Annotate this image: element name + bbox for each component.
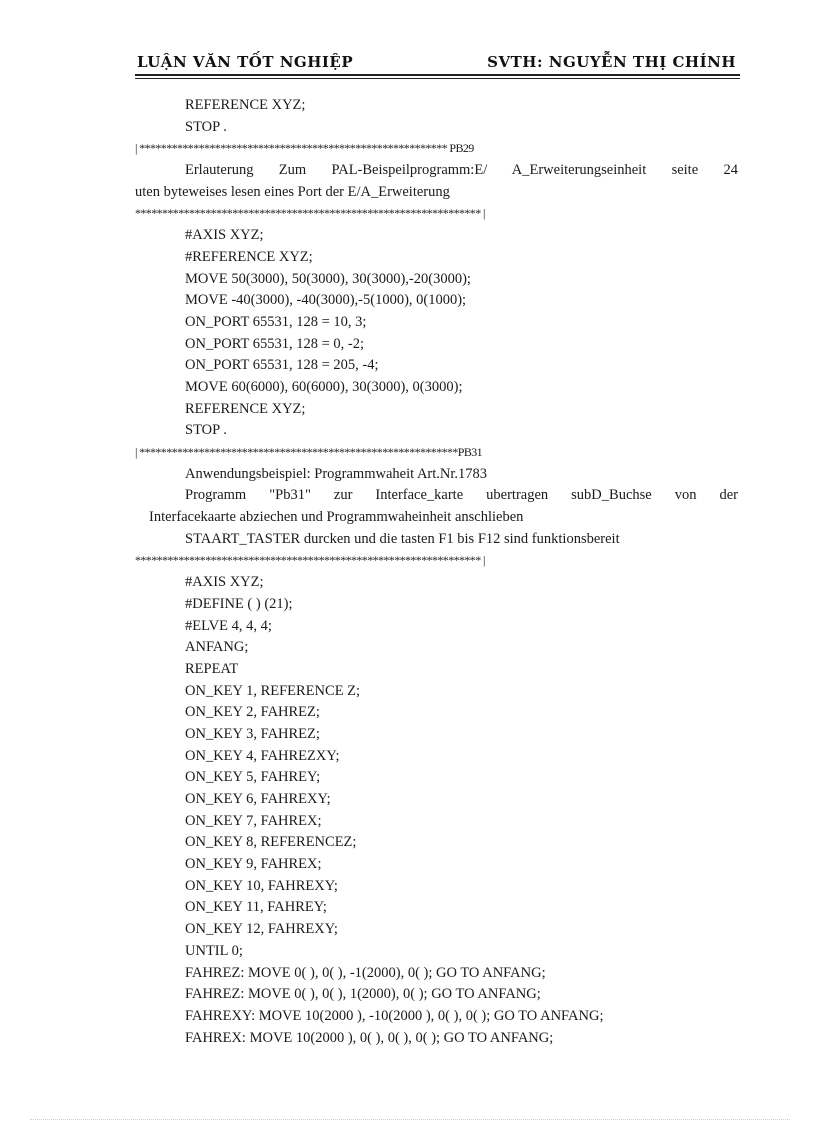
code-line: ON_KEY 2, FAHREZ;	[185, 704, 320, 721]
code-line: REFERENCE XYZ;	[185, 400, 306, 417]
code-line: ON_PORT 65531, 128 = 10, 3;	[185, 313, 367, 330]
code-line: REFERENCE XYZ;	[185, 97, 306, 113]
code-line: STOP .	[185, 118, 227, 135]
code-line: ON_KEY 5, FAHREY;	[185, 769, 321, 786]
header-student-name: SVTH: NGUYỄN THỊ CHÍNH	[487, 53, 736, 71]
code-line: FAHREXY: MOVE 10(2000 ), -10(2000 ), 0( ), 0( ); GO TO ANFANG;	[185, 1007, 604, 1024]
comment-line: Programm "Pb31" zur Interface_karte ubertragen subD_Buchse von der	[185, 487, 738, 504]
code-line: MOVE -40(3000), -40(3000),-5(1000), 0(1000);	[185, 292, 467, 309]
comment-line: uten byteweises lesen eines Port der E/A_Erweiterung	[135, 183, 450, 200]
code-line: MOVE 50(3000), 50(3000), 30(3000),-20(3000);	[185, 270, 471, 287]
code-line: ON_KEY 8, REFERENCEZ;	[185, 834, 357, 851]
comment-line: STAART_TASTER durcken und die tasten F1 bis F12 sind funktionsbereit	[185, 530, 620, 547]
code-line: UNTIL 0;	[185, 942, 243, 959]
comment-line: Erlauterung Zum PAL-Beispeilprogramm:E/ A_Erweiterungseinheit seite 24	[185, 162, 738, 179]
code-line: FAHREZ: MOVE 0( ), 0( ), -1(2000), 0( ); GO TO ANFANG;	[185, 964, 546, 981]
separator-line: | ********************************************************* PB29	[135, 141, 474, 156]
comment-line: Interfacekaarte abziechen und Programmwaheinheit anschlieben	[149, 509, 524, 526]
code-line: ON_KEY 3, FAHREZ;	[185, 725, 320, 742]
code-line: ON_KEY 10, FAHREXY;	[185, 877, 338, 894]
header-rule-thin	[135, 78, 740, 79]
code-line: REPEAT	[185, 660, 239, 677]
separator-line: **************************************************************** |	[135, 553, 485, 568]
header-rule-thick	[135, 74, 740, 76]
code-line: MOVE 60(6000), 60(6000), 30(3000), 0(3000);	[185, 378, 463, 395]
document-body	[135, 95, 738, 1049]
code-line: #ELVE 4, 4, 4;	[185, 617, 272, 634]
code-line: ON_KEY 12, FAHREXY;	[185, 921, 338, 938]
code-line: STOP .	[185, 422, 227, 439]
code-line: ON_KEY 6, FAHREXY;	[185, 791, 331, 807]
code-line: ON_PORT 65531, 128 = 205, -4;	[185, 357, 379, 374]
header-thesis-title: LUẬN VĂN TỐT NGHIỆP	[137, 53, 354, 71]
code-line: ON_KEY 9, FAHREX;	[185, 856, 322, 873]
code-line: #REFERENCE XYZ;	[185, 248, 313, 265]
code-line: #DEFINE ( ) (21);	[185, 595, 293, 612]
page-header	[135, 49, 740, 77]
separator-line: | ***********************************************************PB31	[135, 445, 483, 459]
code-line: ON_KEY 1, REFERENCE Z;	[185, 682, 361, 699]
code-line: ON_PORT 65531, 128 = 0, -2;	[185, 335, 365, 352]
code-line: FAHREX: MOVE 10(2000 ), 0( ), 0( ), 0( ); GO TO ANFANG;	[185, 1029, 554, 1046]
separator-line: **************************************************************** |	[135, 206, 485, 221]
code-line: ON_KEY 4, FAHREZXY;	[185, 747, 340, 764]
code-line: ON_KEY 7, FAHREX;	[185, 812, 322, 829]
code-line: ANFANG;	[185, 639, 249, 656]
comment-line: Anwendungsbeispiel: Programmwaheit Art.Nr.1783	[185, 465, 488, 482]
code-line: ON_KEY 11, FAHREY;	[185, 899, 327, 916]
code-line: #AXIS XYZ;	[185, 227, 264, 244]
code-line: FAHREZ: MOVE 0( ), 0( ), 1(2000), 0( ); GO TO ANFANG;	[185, 986, 541, 1003]
page-bottom-divider	[30, 1119, 790, 1121]
code-line: #AXIS XYZ;	[185, 574, 264, 591]
